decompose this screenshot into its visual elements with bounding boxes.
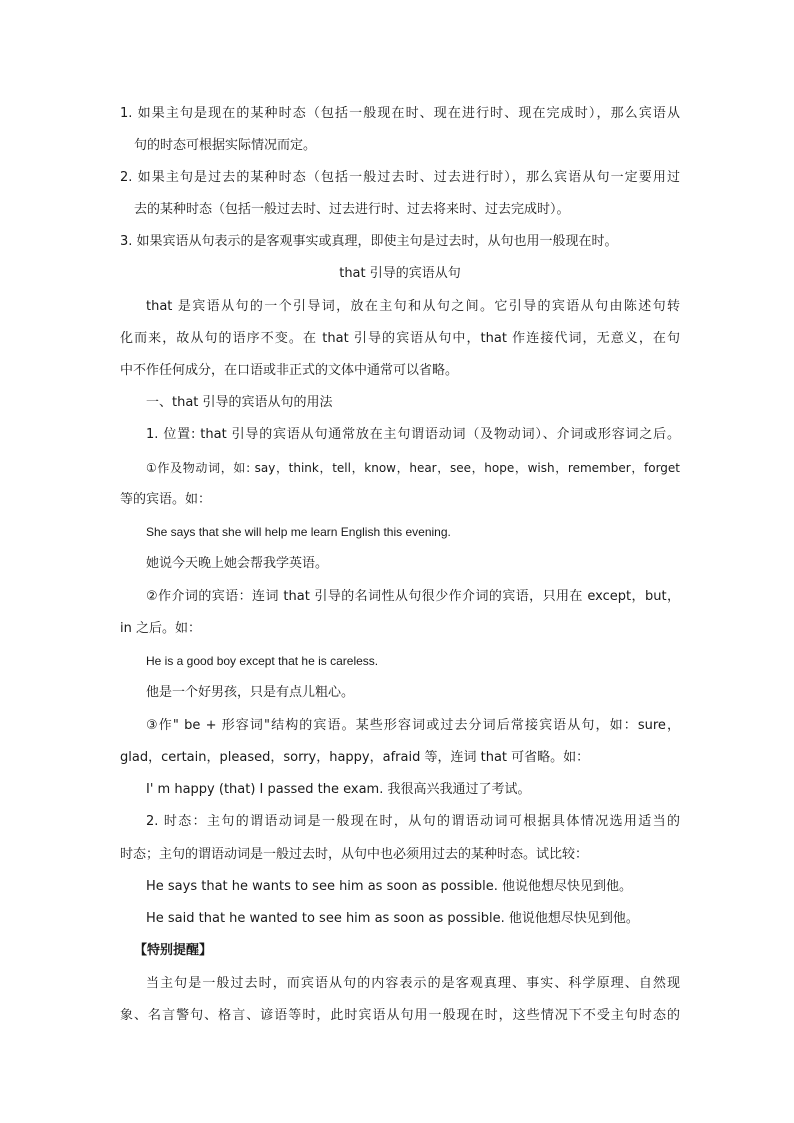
item-2-example-zh: 他是一个好男孩，只是有点儿粗心。 bbox=[146, 685, 355, 700]
tense-example-2: He said that he wanted to see him as soon as possible. 他说他想尽快见到他。 bbox=[146, 911, 639, 926]
rule-3-line-1: 3. 如果宾语从句表示的是客观事实或真理，即使主句是过去时，从句也用一般现在时。 bbox=[120, 234, 618, 249]
item-2-line-1: ②作介词的宾语：连词 that 引导的名词性从句很少作介词的宾语，只用在 except，but， bbox=[146, 589, 680, 604]
item-2-line-2: in 之后。如： bbox=[120, 621, 201, 636]
item-1-example-zh: 她说今天晚上她会帮我学英语。 bbox=[146, 556, 329, 571]
reminder-heading: 【特别提醒】 bbox=[134, 943, 213, 958]
intro-line-3: 中不作任何成分，在口语或非正式的文体中通常可以省略。 bbox=[120, 363, 459, 378]
item-1-line-1: ①作及物动词，如: say，think，tell，know，hear，see，hope，wish，remember，forget bbox=[146, 461, 680, 475]
rule-1-line-1: 1. 如果主句是现在的某种时态（包括一般现在时、现在进行时、现在完成时），那么宾语从 bbox=[120, 106, 680, 121]
item-1-example-en: She says that she will help me learn English this evening. bbox=[146, 525, 451, 539]
item-3-line-2: glad，certain，pleased，sorry，happy，afraid 等，连词 that 可省略。如： bbox=[120, 750, 590, 765]
item-2-example-en: He is a good boy except that he is careless. bbox=[146, 654, 379, 668]
rule-2-line-2: 去的某种时态（包括一般过去时、过去进行时、过去将来时、过去完成时）。 bbox=[134, 202, 570, 217]
section-title: that 引导的宾语从句 bbox=[339, 266, 461, 281]
intro-line-1: that 是宾语从句的一个引导词，放在主句和从句之间。它引导的宾语从句由陈述句转 bbox=[146, 299, 680, 314]
reminder-line-1: 当主句是一般过去时，而宾语从句的内容表示的是客观真理、事实、科学原理、自然现 bbox=[146, 976, 680, 991]
item-1-line-2: 等的宾语。如： bbox=[120, 492, 212, 507]
rule-2-line-1: 2. 如果主句是过去的某种时态（包括一般过去时、过去进行时），那么宾语从句一定要用过 bbox=[120, 170, 680, 185]
position-point: 1. 位置: that 引导的宾语从句通常放在主句谓语动词（及物动词）、介词或形容词之后。 bbox=[146, 427, 680, 442]
tense-example-1: He says that he wants to see him as soon as possible. 他说他想尽快见到他。 bbox=[146, 879, 633, 894]
intro-line-2: 化而来，故从句的语序不变。在 that 引导的宾语从句中，that 作连接代词，无意义，在句 bbox=[120, 331, 680, 346]
usage-heading: 一、that 引导的宾语从句的用法 bbox=[146, 395, 333, 410]
reminder-line-2: 象、名言警句、格言、谚语等时，此时宾语从句用一般现在时，这些情况下不受主句时态的 bbox=[120, 1008, 680, 1023]
tense-point-line-1: 2. 时态：主句的谓语动词是一般现在时，从句的谓语动词可根据具体情况选用适当的 bbox=[146, 814, 680, 829]
item-3-example: I' m happy (that) I passed the exam. 我很高兴我通过了考试。 bbox=[146, 782, 531, 797]
item-3-line-1: ③作" be + 形容词"结构的宾语。某些形容词或过去分词后常接宾语从句，如：sure， bbox=[146, 718, 680, 733]
tense-point-line-2: 时态；主句的谓语动词是一般过去时，从句中也必须用过去的某种时态。试比较： bbox=[120, 847, 589, 862]
rule-1-line-2: 句的时态可根据实际情况而定。 bbox=[134, 138, 317, 153]
